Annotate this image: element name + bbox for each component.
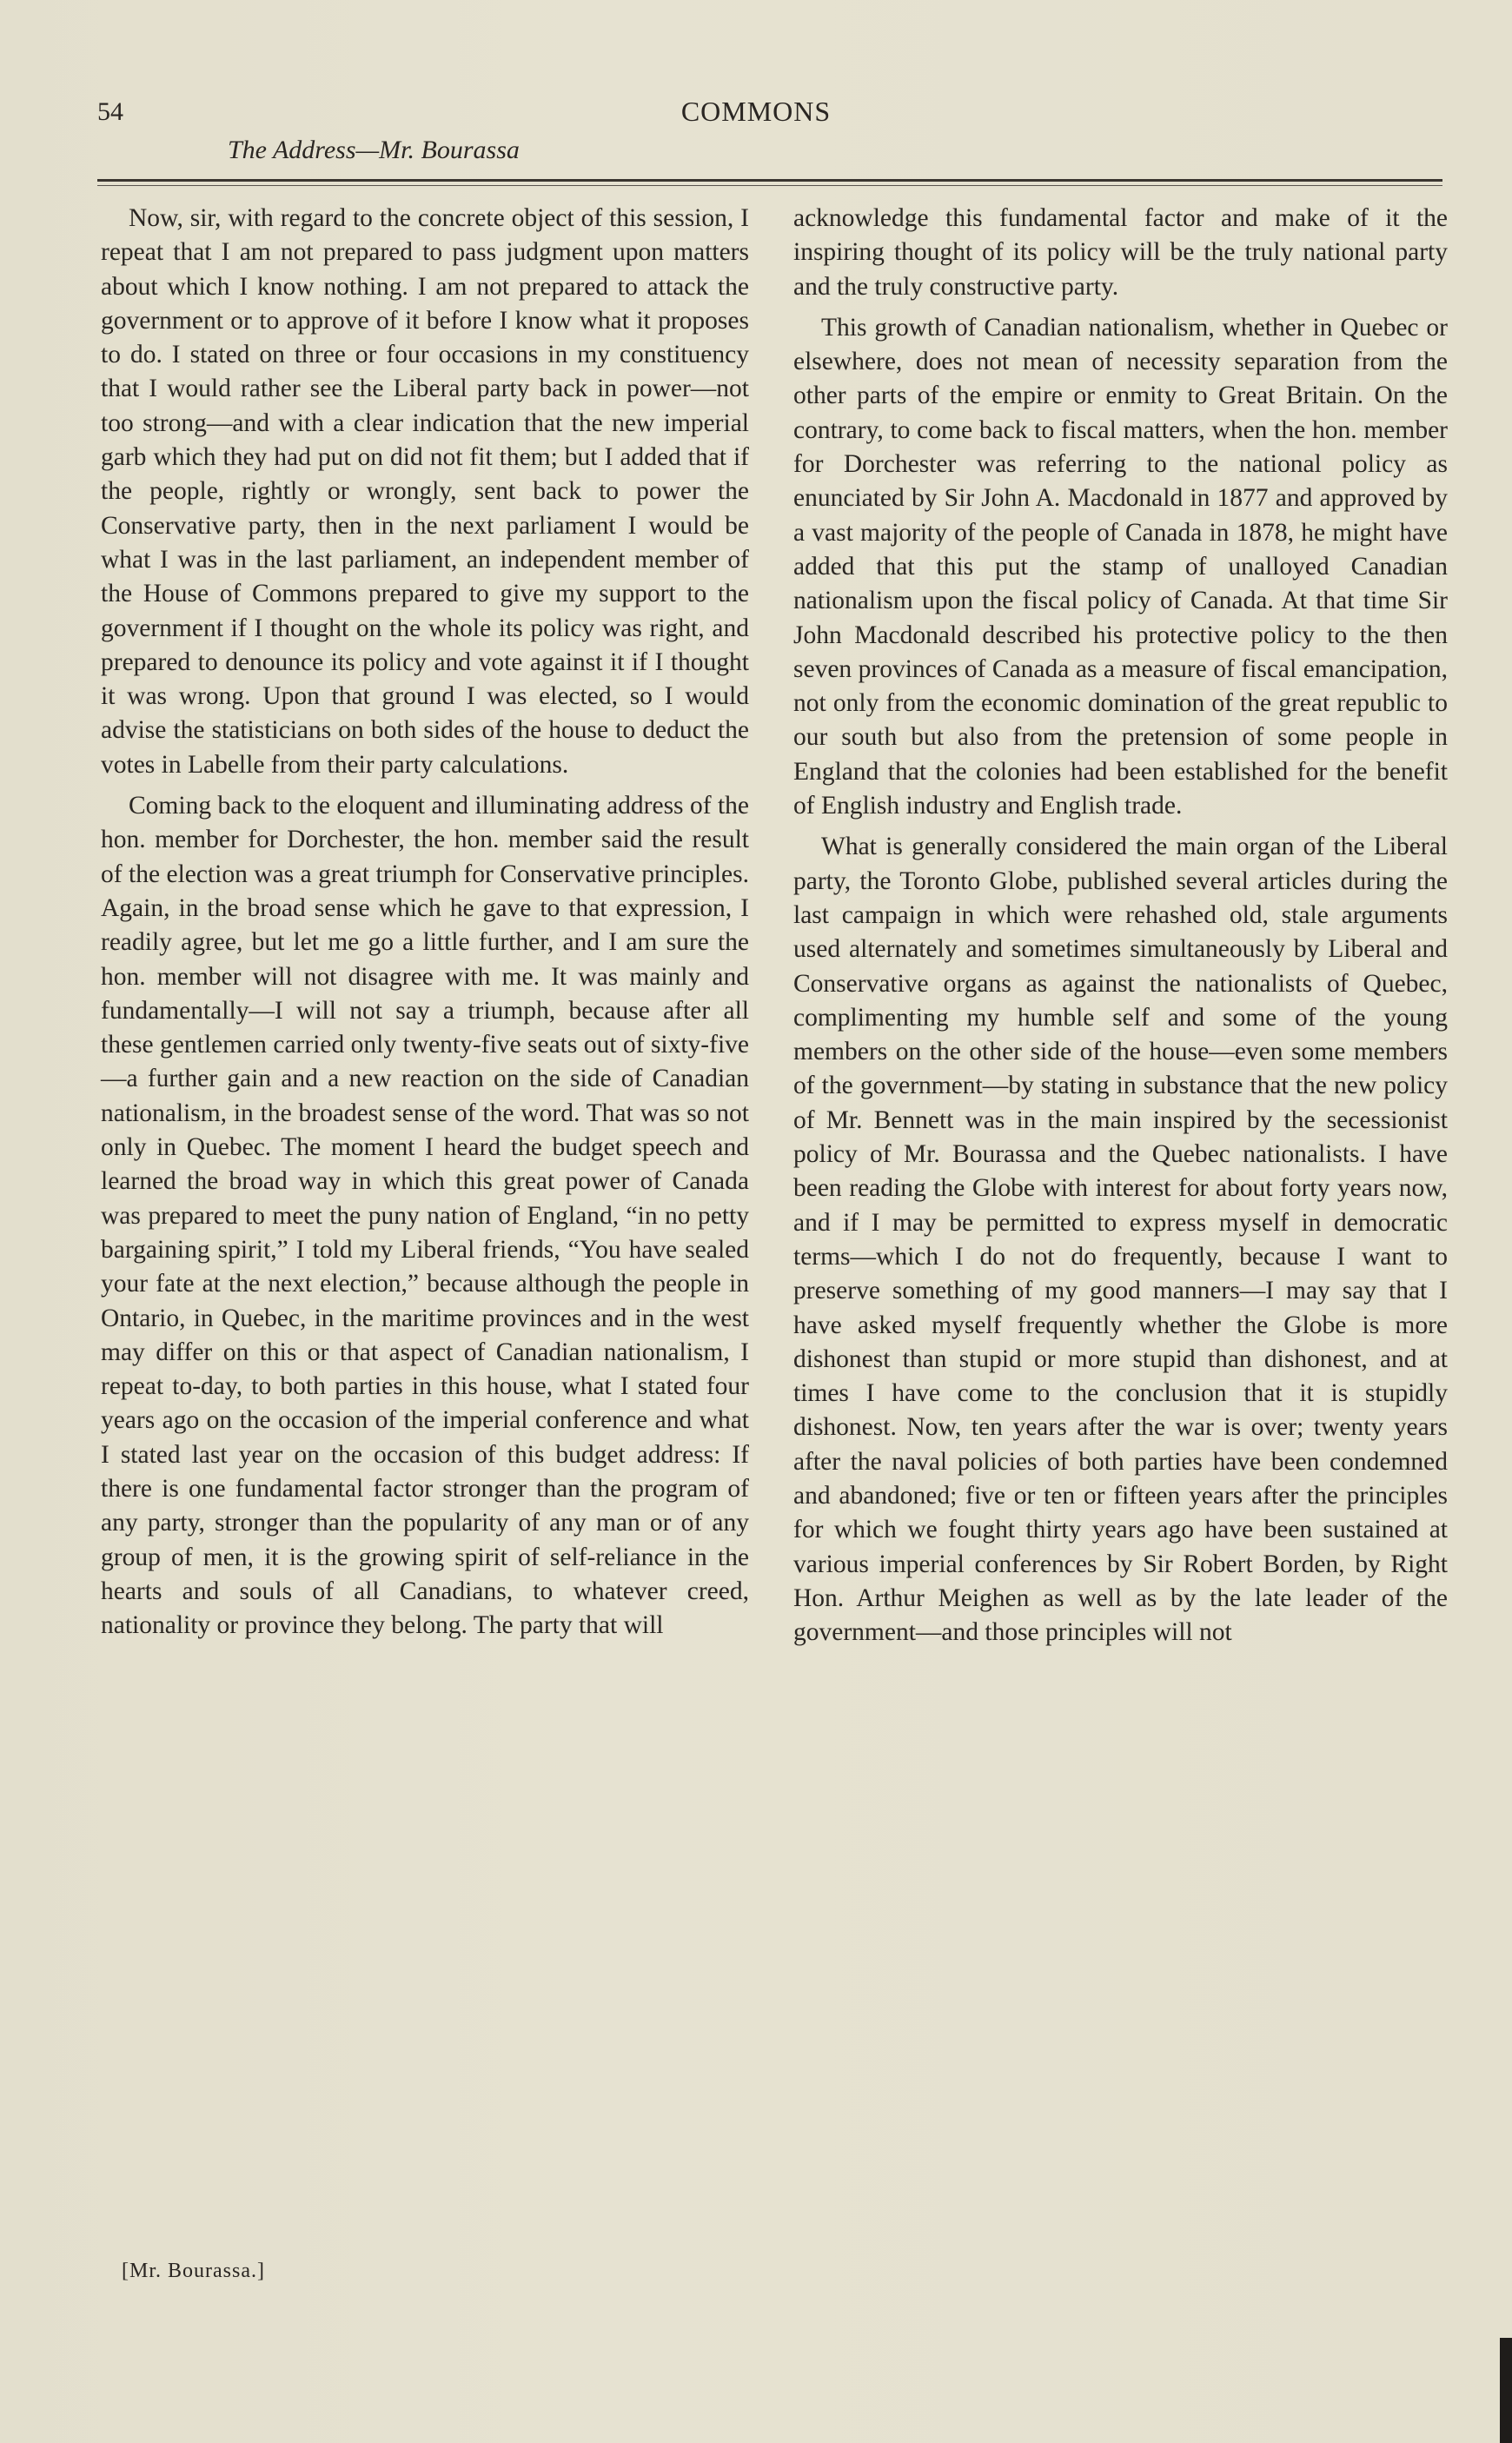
- left-paragraph-1: Now, sir, with regard to the concrete object of this session, I repeat that I am not prepared to pass judgment upon matters about which I know nothing. I am not prepared to attack the government or to approve of it before I know what it proposes to do. I stated on three or four occasions in my constituency that I would rather see the Liberal party back in power—not too strong—and with a clear indication that the new imperial garb which they had put on did not fit them; but I added that if the people, rightly or wrongly, sent back to power the Conservative party, then in the next parliament I would be what I was in the last parliament, an independent member of the House of Commons prepared to give my support to the government if I thought on the whole its policy was right, and prepared to denounce its policy and vote against it if I thought it was wrong. Upon that ground I was elected, so I would advise the statisticians on both sides of the house to deduct the votes in Labelle from their party calculations.: [101, 204, 749, 779]
- running-head-title: COMMONS: [680, 96, 832, 127]
- left-paragraph-2: Coming back to the eloquent and illuminating address of the hon. member for Dorchester, the hon. member said the result of the election was a great triumph for Conservative principles. Again, in the broad sense which he gave to that expression, I readily agree, but let me go a little further, and I am sure the hon. member will not disagree with me. It was mainly and fundamentally—I will not say a triumph, because after all these gentlemen carried only twenty-five seats out of sixty-five—a further gain and a new reaction on the side of Canadian nationalism, in the broadest sense of the word. That was so not only in Quebec. The moment I heard the budget speech and learned the broad way in which this great power of Canada was prepared to meet the puny nation of England, “in no petty bargaining spirit,” I told my Liberal friends, “You have sealed your fate at the next election,” because although the people in Ontario, in Quebec, in the maritime provinces and in the west may differ on this or that aspect of Canadian nationalism, I repeat to-day, to both parties in this house, what I stated four years ago on the occasion of the imperial conference and what I stated last year on the occasion of this budget address: If there is one fundamental factor stronger than the program of any party, stronger than the popularity of any man or of any group of men, it is the growing spirit of self-reliance in the hearts and souls of all Canadians, to whatever creed, nationality or province they belong. The party that will: [101, 792, 749, 1640]
- left-column: [101, 202, 749, 1650]
- header-rule: [97, 179, 1442, 182]
- right-column: [793, 202, 1448, 1656]
- right-paragraph-2: What is generally considered the main organ of the Liberal party, the Toronto Globe, published several articles during the last campaign in which were rehashed old, stale arguments used alternately and sometimes simultaneously by Liberal and Conservative organs as against the nationalists of Quebec, complimenting my humble self and some of the young members on the other side of the house—even some members of the government—by stating in substance that the new policy of Mr. Bennett was in the main inspired by the secessionist policy of Mr. Bourassa and the Quebec nationalists. I have been reading the Globe with interest for about forty years now, and if I may be permitted to express myself in democratic terms—which I do not do frequently, because I want to preserve something of my good manners—I may say that I have asked myself frequently whether the Globe is more dishonest than stupid or more stupid than dishonest, and at times I have come to the conclusion that it is stupidly dishonest. Now, ten years after the war is over; twenty years after the naval policies of both parties have been condemned and abandoned; five or ten or fifteen years after the principles for which we fought thirty years ago have been sustained at various imperial conferences by Sir Robert Borden, by Right Hon. Arthur Meighen as well as by the late leader of the government—and those principles will not: [793, 833, 1448, 1647]
- page-number: 54: [97, 97, 123, 126]
- speaker-footer: [Mr. Bourassa.]: [122, 2260, 265, 2282]
- right-paragraph-1: This growth of Canadian nationalism, whether in Quebec or elsewhere, does not mean of necessity separation from the other parts of the empire or enmity to Great Britain. On the contrary, to come back to fiscal matters, when the hon. member for Dorchester was referring to the national policy as enunciated by Sir John A. Macdonald in 1877 and approved by a vast majority of the people of Canada in 1878, he might have added that this put the stamp of unalloyed Canadian nationalism upon the fiscal policy of Canada. At that time Sir John Macdonald described his protective policy to the then seven provinces of Canada as a measure of fiscal emancipation, not only from the economic domination of the great republic to our south but also from the pretension of some people in England that the colonies had been established for the benefit of English industry and English trade.: [793, 313, 1448, 820]
- right-continuation-paragraph: acknowledge this fundamental factor and make of it the inspiring thought of its policy will be the truly national party and the truly constructive party.: [793, 204, 1448, 301]
- header-rule-thin: [97, 185, 1442, 186]
- page-edge-mark: [1500, 2338, 1512, 2443]
- running-head-subtitle: The Address—Mr. Bourassa: [228, 136, 520, 164]
